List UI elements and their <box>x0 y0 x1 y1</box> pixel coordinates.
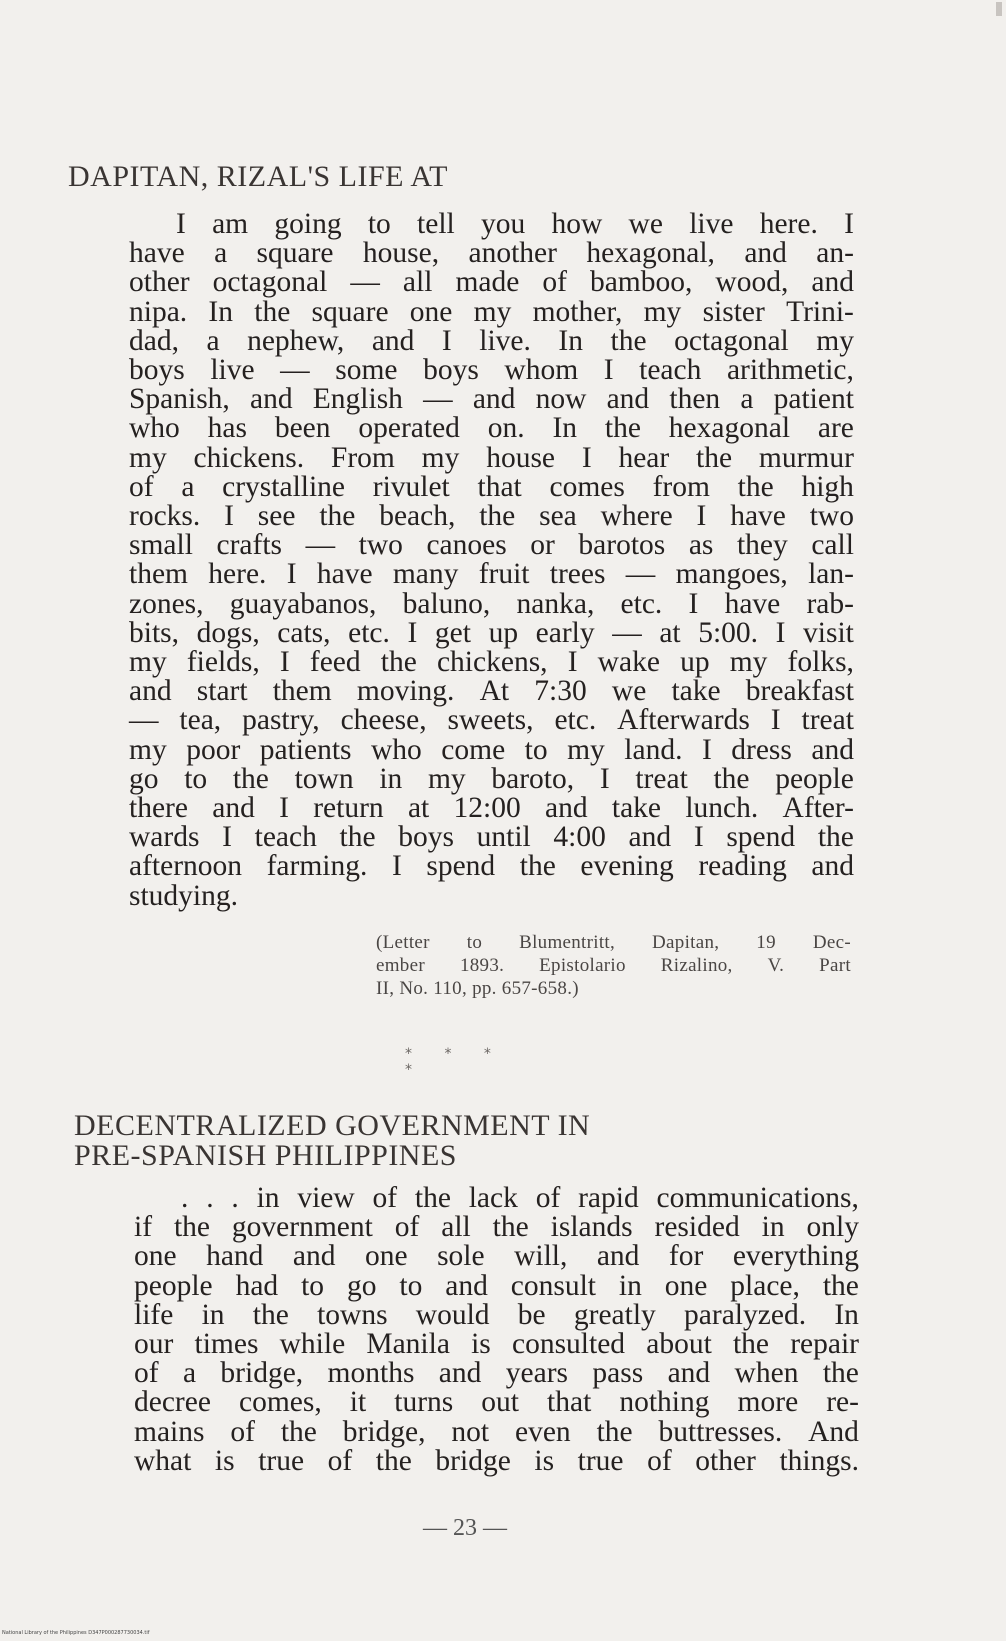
entry-title-dapitan <box>68 162 568 192</box>
body-line: our times while Manila is consulted about the repair <box>134 1328 859 1361</box>
body-line: life in the towns would be greatly paralyzed. In <box>134 1298 859 1331</box>
body-line: other octagonal — all made of bamboo, wood, and <box>129 266 854 299</box>
body-line: go to the town in my baroto, I treat the people <box>129 762 854 795</box>
body-line: of a crystalline rivulet that comes from the high <box>129 470 854 503</box>
body-line: if the government of all the islands resided in only <box>134 1211 859 1244</box>
body-line: have a square house, another hexagonal, and an- <box>129 237 854 270</box>
body-line: studying. <box>129 879 238 912</box>
scan-footer-note: National Library of the Philippines D347P000287730034.tif <box>2 1630 150 1636</box>
body-line: my fields, I feed the chickens, I wake up my folks, <box>129 646 854 679</box>
body-line: small crafts — two canoes or barotos as they call <box>129 529 854 562</box>
body-line: nipa. In the square one my mother, my sister Trini- <box>129 295 854 328</box>
body-line: boys live — some boys whom I teach arithmetic, <box>129 354 854 387</box>
entry-title-line: DECENTRALIZED GOVERNMENT IN <box>74 1109 591 1142</box>
citation-line: ember 1893. Epistolario Rizalino, V. Part <box>376 955 851 976</box>
body-line: mains of the bridge, not even the buttresses. And <box>134 1415 859 1448</box>
body-line: there and I return at 12:00 and take lunch. After- <box>129 792 854 825</box>
body-line: decree comes, it turns out that nothing more re- <box>134 1386 859 1419</box>
body-line: people had to go to and consult in one place, the <box>134 1269 859 1302</box>
citation-line: (Letter to Blumentritt, Dapitan, 19 Dec- <box>376 932 851 953</box>
scan-edge-mark <box>996 2 1002 16</box>
body-line: and start them moving. At 7:30 we take breakfast <box>129 675 854 708</box>
body-line: dad, a nephew, and I live. In the octagonal my <box>129 324 854 357</box>
body-line: zones, guayabanos, baluno, nanka, etc. I have rab- <box>129 587 854 620</box>
body-line: what is true of the bridge is true of other things. <box>134 1444 859 1477</box>
body-line: who has been operated on. In the hexagonal are <box>129 412 854 445</box>
body-line: them here. I have many fruit trees — mangoes, lan- <box>129 558 854 591</box>
body-line: of a bridge, months and years pass and when the <box>134 1357 859 1390</box>
body-line: wards I teach the boys until 4:00 and I spend the <box>129 821 854 854</box>
body-line: my chickens. From my house I hear the murmur <box>129 441 854 474</box>
page-number: — 23 — <box>423 1515 507 1541</box>
body-line: my poor patients who come to my land. I dress and <box>129 733 854 766</box>
body-line: afternoon farming. I spend the evening reading and <box>129 850 854 883</box>
entry-body-dapitan <box>129 210 854 911</box>
body-line: I am going to tell you how we live here. I <box>176 208 854 240</box>
entry-title-decentralized-government <box>74 1111 774 1171</box>
body-line: one hand and one sole will, and for everything <box>134 1240 859 1273</box>
body-line: bits, dogs, cats, etc. I get up early — at 5:00. I visit <box>129 616 854 649</box>
body-line: rocks. I see the beach, the sea where I have two <box>129 500 854 533</box>
body-line: . . . in view of the lack of rapid communications, <box>181 1182 859 1214</box>
body-line: Spanish, and English — and now and then a patient <box>129 383 854 416</box>
citation-dapitan <box>376 931 851 1000</box>
entry-title-line: DAPITAN, RIZAL'S LIFE AT <box>68 160 448 193</box>
section-separator: * * * * <box>405 1046 505 1078</box>
citation-line: II, No. 110, pp. 657-658.) <box>376 978 579 999</box>
entry-title-line: PRE-SPANISH PHILIPPINES <box>74 1139 457 1172</box>
entry-body-decentralized-government <box>134 1184 859 1476</box>
body-line: — tea, pastry, cheese, sweets, etc. Afterwards I treat <box>129 704 854 737</box>
